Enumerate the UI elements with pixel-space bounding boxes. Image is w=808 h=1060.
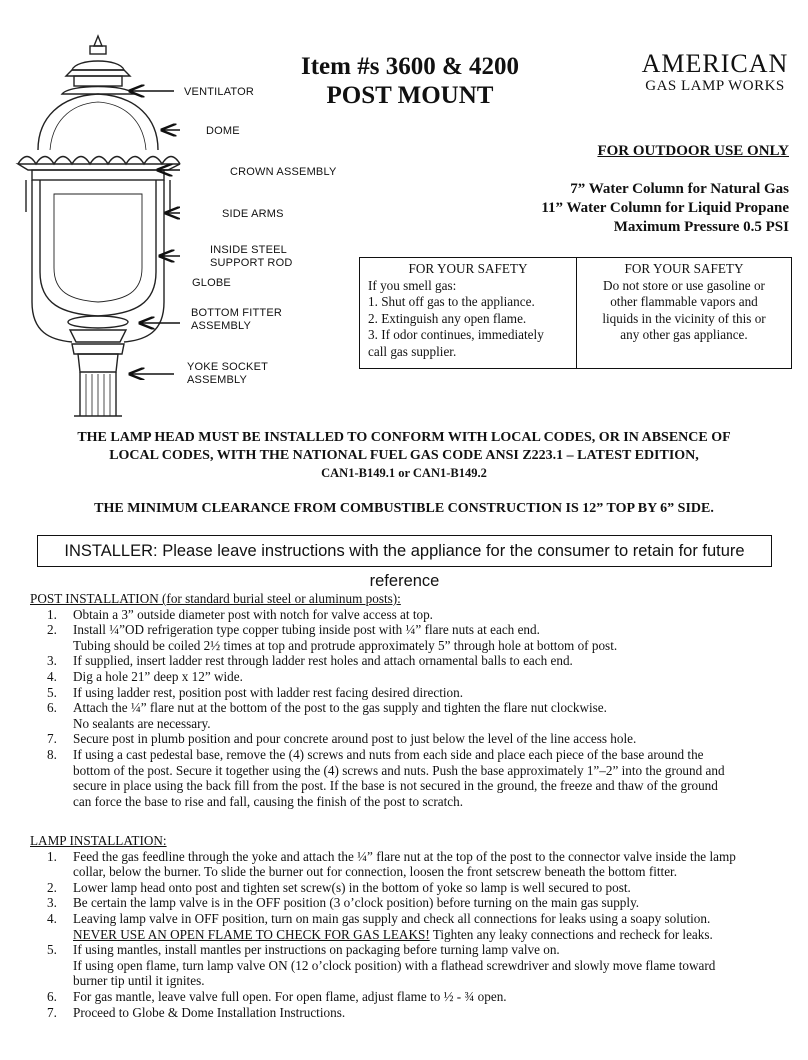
list-item: 5. If using mantles, install mantles per instructions on packaging before turning lamp valve on. If using open flame, turn lamp valve ON (12 o’clock position) with a flathead screwdriver and slowly move flame toward burner tip until it ignites. xyxy=(47,942,716,989)
callout-support-rod xyxy=(210,244,292,270)
spec-propane: 11” Water Column for Liquid Propane xyxy=(541,200,789,216)
post-installation-steps xyxy=(30,607,790,810)
codes-line-3: CAN1-B149.1 or CAN1-B149.2 xyxy=(321,466,487,480)
safety-right-title: FOR YOUR SAFETY xyxy=(624,261,744,276)
post-installation-heading: POST INSTALLATION (for standard burial steel or aluminum posts): xyxy=(30,591,401,606)
list-item: 1. Feed the gas feedline through the yoke and attach the ¼” flare nut at the top of the post to the connector valve inside the lamp collar, below the burner. To slide the burner out for connection, loosen the front setscrew beneath the bottom fitter. xyxy=(47,848,736,880)
list-item: 2. Lower lamp head onto post and tighten set screw(s) in the bottom of yoke so lamp is well secured to post. xyxy=(47,879,631,895)
safety-left-line: call gas supplier. xyxy=(368,343,457,359)
callout-bottom-fitter xyxy=(191,307,282,333)
gas-specs xyxy=(440,180,789,237)
callout-support-rod-line1: INSIDE STEEL xyxy=(210,244,287,256)
safety-left xyxy=(360,258,577,368)
lamp-installation-section xyxy=(30,833,790,1020)
safety-right-line: liquids in the vicinity of this or xyxy=(602,310,766,326)
logo-line-1: AMERICAN xyxy=(641,49,789,78)
lamp-installation-steps xyxy=(30,849,790,1021)
list-item: 4. Dig a hole 21” deep x 12” wide. xyxy=(47,668,243,684)
codes-line-1: THE LAMP HEAD MUST BE INSTALLED TO CONFORM WITH LOCAL CODES, OR IN ABSENCE OF xyxy=(77,430,731,445)
list-item: 1. Obtain a 3” outside diameter post with notch for valve access at top. xyxy=(47,606,433,622)
list-item: 8. If using a cast pedestal base, remove the (4) screws and nuts from each side and place each piece of the base around the bottom of the post. Secure it together using the (4) screws and nuts. Push the base approximately 1”–2” into the ground and secure in place using the back fill from the post. If the base is not secured in the ground, the freeze and thaw of the ground can force the base to rise and fall, causing the finish of the post to scratch. xyxy=(47,746,725,809)
safety-box xyxy=(359,257,792,369)
list-item: 5. If using ladder rest, position post with ladder rest facing desired direction. xyxy=(47,684,464,700)
callout-dome: DOME xyxy=(206,125,240,137)
safety-left-line: 2. Extinguish any open flame. xyxy=(368,310,527,326)
callout-support-rod-line2: SUPPORT ROD xyxy=(210,257,293,269)
callout-side-arms: SIDE ARMS xyxy=(222,208,284,220)
title-line-1: Item #s 3600 & 4200 xyxy=(300,53,520,80)
clearance-notice: THE MINIMUM CLEARANCE FROM COMBUSTIBLE CONSTRUCTION IS 12” TOP BY 6” SIDE. xyxy=(94,501,714,516)
safety-left-title: FOR YOUR SAFETY xyxy=(408,261,528,276)
spec-natural-gas: 7” Water Column for Natural Gas xyxy=(570,181,789,197)
safety-right-line: any other gas appliance. xyxy=(620,327,748,342)
callout-yoke-socket-line1: YOKE SOCKET xyxy=(187,361,269,373)
list-item: 3. Be certain the lamp valve is in the OFF position (3 o’clock position) before turning on the main gas supply. xyxy=(47,895,640,911)
list-item: 4. Leaving lamp valve in OFF position, turn on main gas supply and check all connections for leaks using a soapy solution. NEVER USE AN OPEN FLAME TO CHECK FOR GAS LEAKS! Tighten any leaky connections and recheck for leaks. xyxy=(47,910,713,942)
spec-pressure: Maximum Pressure 0.5 PSI xyxy=(613,219,789,235)
codes-line-2: LOCAL CODES, WITH THE NATIONAL FUEL GAS CODE ANSI Z223.1 – LATEST EDITION, xyxy=(109,448,699,463)
outdoor-use-notice: FOR OUTDOOR USE ONLY xyxy=(597,143,789,159)
post-installation-section xyxy=(30,591,790,809)
safety-left-line: If you smell gas: xyxy=(368,277,457,293)
safety-right-line: Do not store or use gasoline or xyxy=(603,277,765,293)
logo-line-2: GAS LAMP WORKS xyxy=(645,78,785,94)
list-item: 7. Secure post in plumb position and pour concrete around post to just below the level of the line access hole. xyxy=(47,731,637,747)
callout-ventilator: VENTILATOR xyxy=(184,86,255,98)
callout-crown: CROWN ASSEMBLY xyxy=(230,166,337,178)
page-title xyxy=(290,52,530,110)
callout-bottom-fitter-line1: BOTTOM FITTER xyxy=(191,307,283,319)
list-item: 6. For gas mantle, leave valve full open. For open flame, adjust flame to ½ - ¾ open. xyxy=(47,988,507,1004)
list-item: 7. Proceed to Globe & Dome Installation Instructions. xyxy=(47,1004,346,1020)
list-item: 6. Attach the ¼” flare nut at the bottom of the post to the gas supply and tighten the flare nut clockwise. No sealants are necessary. xyxy=(47,700,607,731)
installer-note: INSTALLER: Please leave instructions with the appliance for the consumer to retain for future reference xyxy=(37,535,772,567)
list-item: 2. Install ¼”OD refrigeration type copper tubing inside post with ¼” flare nuts at each end. Tubing should be coiled 2½ times at top and protrude approximately 5” through hole at bottom of post. xyxy=(47,622,618,653)
callout-yoke-socket-line2: ASSEMBLY xyxy=(187,374,248,386)
codes-notice xyxy=(20,429,788,481)
safety-right xyxy=(577,258,791,368)
safety-left-line: 3. If odor continues, immediately xyxy=(368,327,544,342)
safety-right-line: other flammable vapors and xyxy=(610,294,758,309)
company-logo xyxy=(640,50,790,95)
callout-globe: GLOBE xyxy=(192,277,231,289)
callout-yoke-socket xyxy=(187,361,268,387)
callout-arrows xyxy=(120,80,180,380)
gas-leak-warning: NEVER USE AN OPEN FLAME TO CHECK FOR GAS LEAKS! xyxy=(73,926,430,942)
title-line-2: POST MOUNT xyxy=(326,82,494,109)
callout-bottom-fitter-line2: ASSEMBLY xyxy=(191,320,252,332)
list-item: 3. If supplied, insert ladder rest through ladder rest holes and attach ornamental balls to each end. xyxy=(47,653,573,669)
safety-left-line: 1. Shut off gas to the appliance. xyxy=(368,294,535,309)
lamp-installation-heading: LAMP INSTALLATION: xyxy=(30,833,167,848)
